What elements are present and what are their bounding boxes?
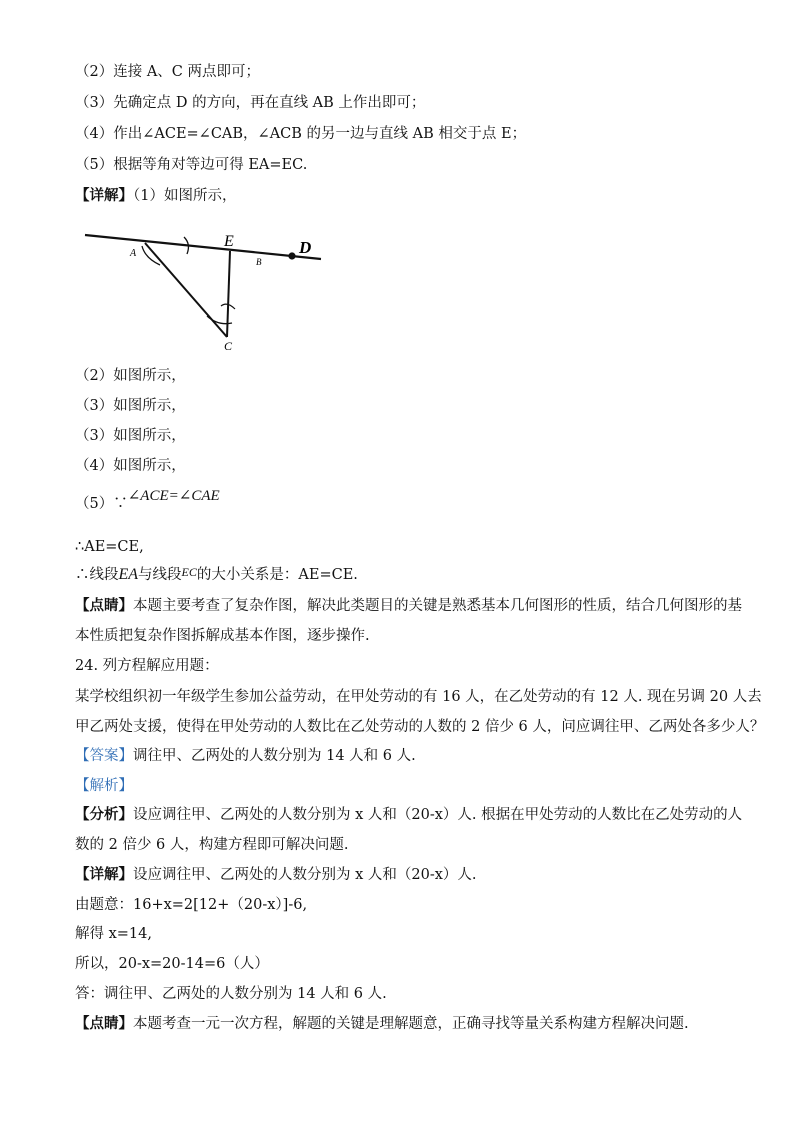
text-line: （5）根据等角对等边可得 EA=EC.	[75, 157, 308, 173]
text-line: 答：调往甲、乙两处的人数分别为 14 人和 6 人.	[75, 986, 387, 1002]
section-tag-detail: 【详解】	[75, 866, 133, 883]
text-line: 本性质把复杂作图拆解成基本作图，逐步操作.	[75, 628, 370, 644]
text-line: 甲乙两处支援，使得在甲处劳动的人数比在乙处劳动的人数的 2 倍少 6 人，问应调往甲、乙两处各多少人？	[75, 719, 765, 735]
text-line: （3）如图所示，	[75, 428, 186, 444]
text-line: （2）如图所示，	[75, 368, 186, 384]
text-line	[75, 565, 358, 585]
text-line	[75, 805, 742, 825]
section-tag-answer: 【答案】	[75, 748, 133, 764]
question-title: 24. 列方程解应用题：	[75, 658, 219, 674]
text-line	[75, 596, 742, 616]
text-line	[75, 1014, 689, 1034]
math-ea: EA	[118, 566, 139, 583]
section-tag-comment: 【点睛】	[75, 597, 133, 614]
label-e: E	[224, 233, 234, 250]
text-line	[75, 186, 236, 206]
text-line	[75, 776, 133, 796]
section-tag-comment: 【点睛】	[75, 1015, 133, 1032]
text-line: （4）如图所示，	[75, 458, 186, 474]
text-span: ∴线段	[75, 567, 119, 583]
text-line: （4）作出∠ACE=∠CAB，∠ACB 的另一边与直线 AB 相交于点 E；	[75, 126, 527, 142]
text-span: 设应调往甲、乙两处的人数分别为 x 人和（20-x）人. 根据在甲处劳动的人数比在乙处劳动的人	[133, 807, 743, 823]
text-line: 数的 2 倍少 6 人，构建方程即可解决问题.	[75, 837, 349, 853]
text-line: 所以，20-x=20-14=6（人）	[75, 956, 269, 972]
text-line	[75, 488, 220, 514]
text-span: 设应调往甲、乙两处的人数分别为 x 人和（20-x）人.	[133, 867, 477, 883]
text-line: （2）连接 A、C 两点即可；	[75, 64, 261, 80]
text-span: 本题考查一元一次方程，解题的关键是理解题意，正确寻找等量关系构建方程解决问题.	[133, 1016, 689, 1032]
label-d: D	[299, 238, 312, 257]
segment-ac	[145, 243, 227, 337]
text-line: ∴AE=CE,	[75, 539, 144, 555]
label-c: C	[224, 339, 233, 352]
text-line: 某学校组织初一年级学生参加公益劳动，在甲处劳动的有 16 人，在乙处劳动的有 12 人. 现在另调 20 人去	[75, 689, 762, 705]
line-ab	[85, 235, 321, 259]
point-d	[288, 252, 295, 259]
text-line	[75, 865, 477, 885]
math-ec: EC	[181, 565, 197, 579]
text-line: （3）先确定点 D 的方向，再在直线 AB 上作出即可；	[75, 95, 426, 111]
text-line: 由题意：16+x=2[12+（20-x）]-6,	[75, 897, 308, 913]
text-span: 的大小关系是：AE=CE.	[196, 567, 358, 583]
text-line: （3）如图所示，	[75, 398, 186, 414]
text-span: 本题主要考查了复杂作图，解决此类题目的关键是熟悉基本几何图形的性质，结合几何图形的基	[133, 598, 742, 614]
text-line: 解得 x=14,	[75, 926, 152, 942]
text-line	[75, 746, 416, 766]
text-span: 调往甲、乙两处的人数分别为 14 人和 6 人.	[133, 748, 416, 764]
section-tag-detail: 【详解】	[75, 187, 133, 204]
section-tag-analysis: 【解析】	[75, 778, 133, 794]
text-span: （1）如图所示，	[133, 188, 237, 204]
text-span: 与线段	[138, 567, 182, 583]
geometry-figure	[80, 222, 330, 352]
label-b: B	[256, 257, 262, 267]
text-span: （5）∵	[75, 496, 128, 512]
label-a: A	[130, 248, 137, 259]
math-expression: ∠ACE=∠CAE	[127, 488, 220, 504]
section-tag-reasoning: 【分析】	[75, 806, 133, 823]
